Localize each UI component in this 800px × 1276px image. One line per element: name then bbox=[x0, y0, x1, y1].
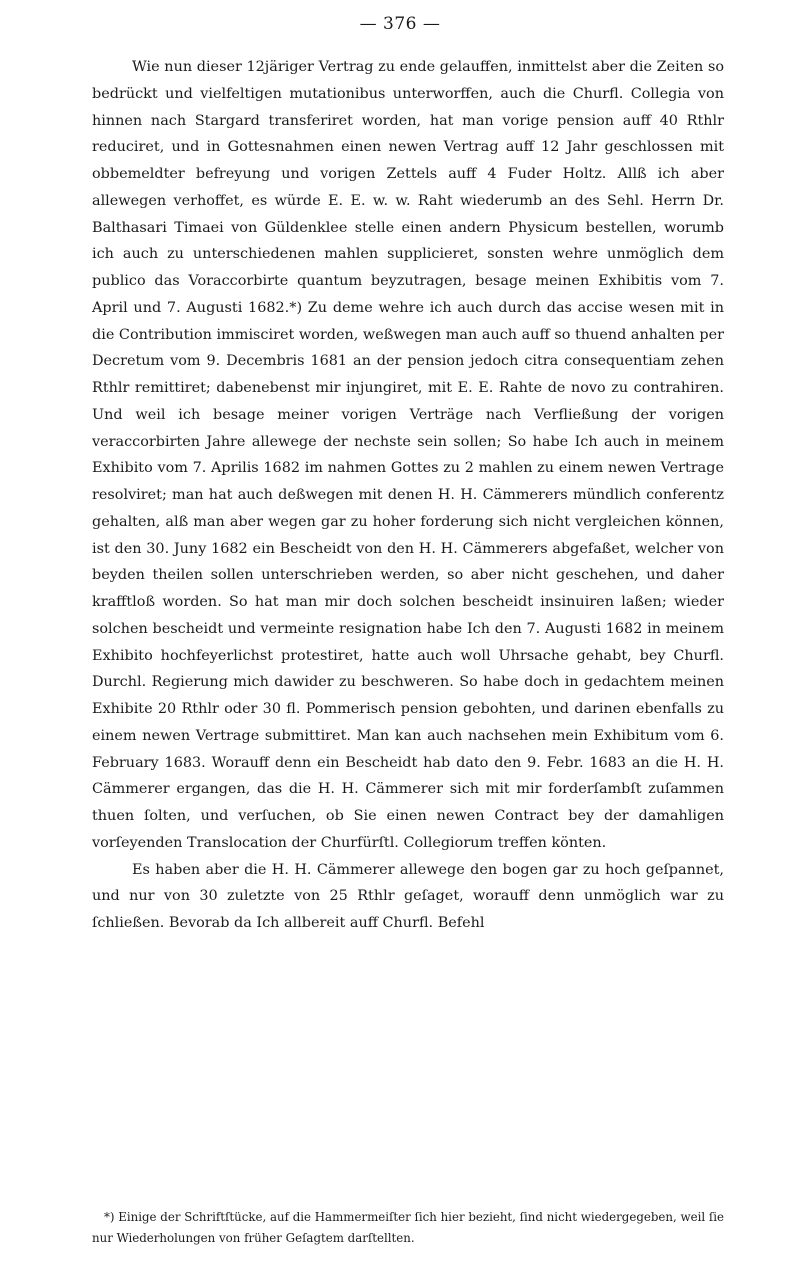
footnote: *) Einige der Schriftſtücke, auf die Hammermeiſter ſich hier bezieht, ſind nicht wiedergegeben, weil ſie nur Wiederholungen von früher Geſagtem darſtellten. bbox=[92, 1210, 724, 1245]
page-number: — 376 — bbox=[359, 14, 441, 34]
paragraph: Es haben aber die H. H. Cämmerer allewege den bogen gar zu hoch geſpannet, und nur von 30 zuletzte von 25 Rthlr geſaget, worauff denn unmöglich war zu ſchließen. Bevorab da Ich allbereit auff Churfl. Befehl bbox=[92, 861, 724, 931]
main-text bbox=[92, 54, 724, 937]
paragraph: Wie nun dieser 12järiger Vertrag zu ende gelauffen, inmittelst aber die Zeiten so bedrückt und vielfeltigen mutationibus unterworffen, auch die Churfl. Collegia von hinnen nach Stargard transferiret worden, hat man vorige pension auff 40 Rthlr reduciret, und in Gottesnahmen einen newen Vertrag auff 12 Jahr geschlossen mit obbemeldter befreyung und vorigen Zettels auff 4 Fuder Holtz. Allß ich aber allewegen verhoffet, es würde E. E. w. w. Raht wiederumb an des Sehl. Herrn Dr. Balthasari Timaei von Güldenklee stelle einen andern Physicum bestellen, worumb ich auch zu unterschiedenen mahlen supplicieret, sonsten wehre unmöglich dem publico das Voraccorbirte quantum beyzutragen, besage meinen Exhibitis vom 7. April und 7. Augusti 1682.*) Zu deme wehre ich auch durch das accise wesen mit in die Contribution immisciret worden, weßwegen man auch auff so thuend anhalten per Decretum vom 9. Decembris 1681 an der pension jedoch citra consequentiam zehen Rthlr remittiret; dabenebenst mir injungiret, mit E. E. Rahte de novo zu contrahiren. Und weil ich besage meiner vorigen Verträge nach Verfließung der vorigen veraccorbirten Jahre allewege der nechste sein sollen; So habe Ich auch in meinem Exhibito vom 7. Aprilis 1682 im nahmen Gottes zu 2 mahlen zu einem newen Vertrage resolviret; man hat auch deßwegen mit denen H. H. Cämmerers mündlich conferentz gehalten, alß man aber wegen gar zu hoher forderung sich nicht vergleichen können, ist den 30. Juny 1682 ein Bescheidt von den H. H. Cämmerers abgefaßet, welcher von beyden theilen sollen unterschrieben werden, so aber nicht geschehen, und daher krafftloß worden. So hat man mir doch solchen bescheidt insinuiren laßen; wieder solchen bescheidt und vermeinte resignation habe Ich den 7. Augusti 1682 in meinem Exhibito hochfeyerlichst protestiret, hatte auch woll Uhrsache gehabt, bey Churfl. Durchl. Regierung mich dawider zu beschweren. So habe doch in gedachtem meinen Exhibite 20 Rthlr oder 30 fl. Pommerisch pension gebohten, und darinen ebenfalls zu einem newen Vertrage submittiret. Man kan auch nachsehen mein Exhibitum vom 6. February 1683. Worauff denn ein Bescheidt hab dato den 9. Febr. 1683 an die H. H. Cämmerer ergangen, das die H. H. Cämmerer sich mit mir forderſambſt zuſammen thuen ſolten, und verſuchen, ob Sie einen newen Contract bey der damahligen vorſeyenden Translocation der Churfürſtl. Collegiorum treffen könten. bbox=[92, 59, 724, 851]
